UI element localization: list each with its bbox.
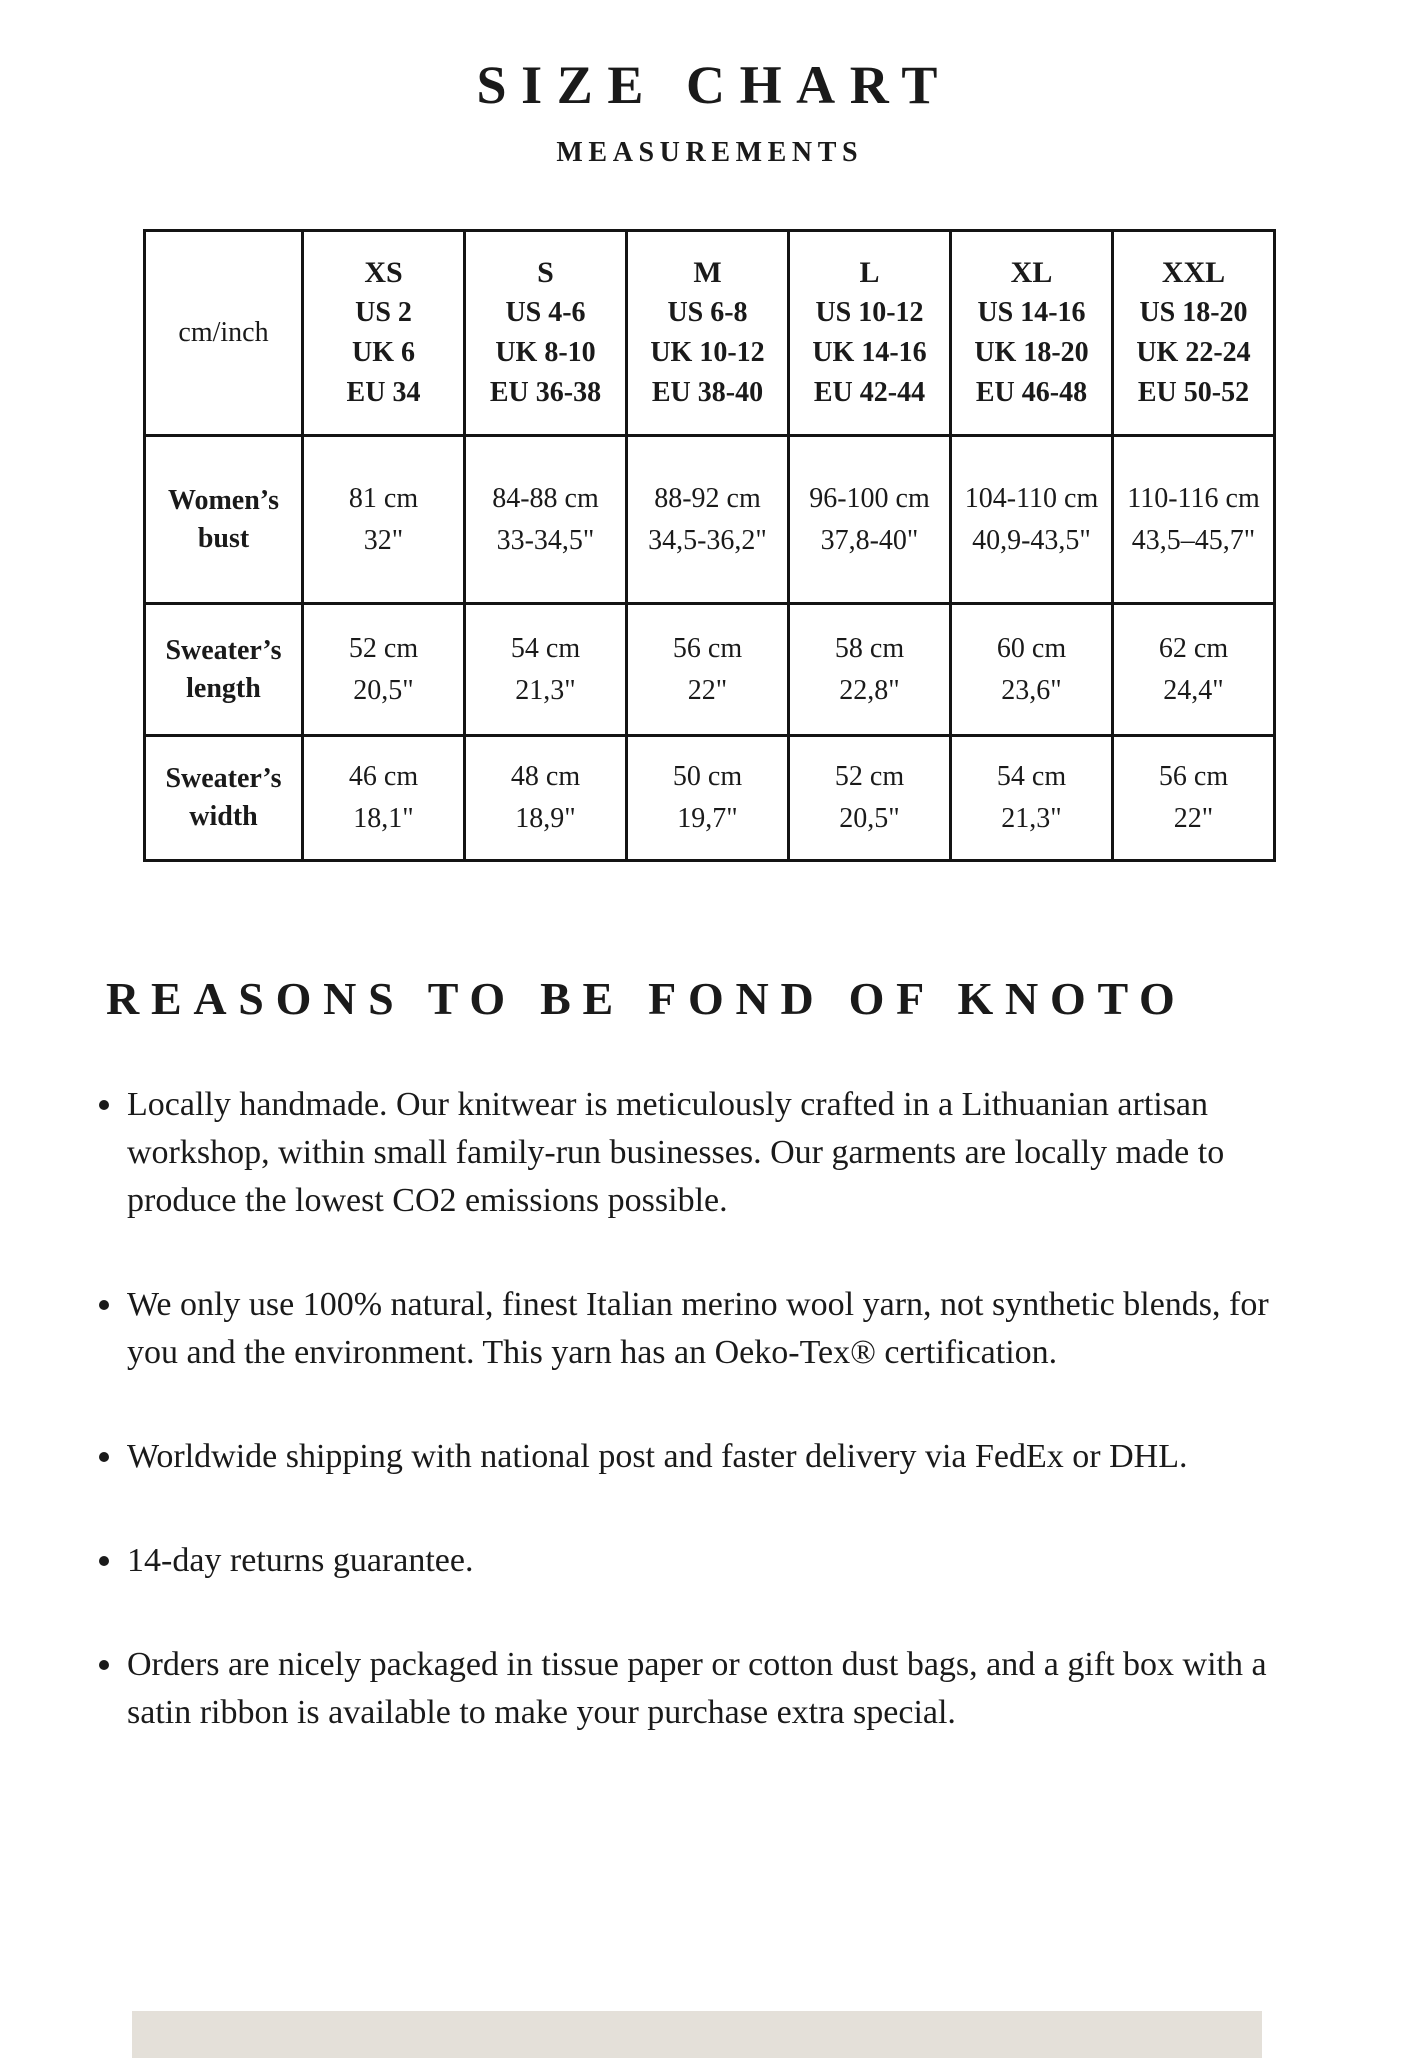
inch-value: 20,5"	[839, 803, 900, 834]
measurement-cell	[1113, 436, 1275, 604]
size-label: M	[693, 256, 722, 289]
table-row-womens-bust	[145, 436, 1275, 604]
inch-value: 22"	[687, 674, 728, 706]
inch-value: 37,8-40"	[820, 524, 919, 556]
inch-value: 24,4"	[1163, 674, 1224, 706]
units-corner-cell: cm/inch	[145, 231, 303, 436]
column-header-s	[465, 231, 627, 436]
cm-value: 58 cm	[834, 632, 905, 664]
measurement-cell	[627, 436, 789, 604]
measurement-cell	[789, 736, 951, 861]
cm-value: 110-116 cm	[1127, 482, 1260, 514]
cm-value: 96-100 cm	[809, 482, 930, 514]
measurement-cell	[951, 604, 1113, 736]
us-size: US 10-12	[815, 297, 924, 328]
uk-size: UK 22-24	[1136, 337, 1251, 368]
eu-size: EU 38-40	[651, 377, 764, 408]
cm-value: 62 cm	[1158, 632, 1229, 664]
cm-value: 60 cm	[996, 632, 1067, 664]
measurement-cell	[951, 436, 1113, 604]
uk-size: UK 8-10	[495, 337, 596, 368]
inch-value: 33-34,5"	[496, 524, 595, 556]
uk-size: UK 6	[352, 337, 415, 368]
cm-value: 104-110 cm	[964, 482, 1099, 514]
size-label: L	[859, 256, 880, 289]
row-label: Sweater’s length	[145, 604, 303, 736]
measurement-cell	[1113, 736, 1275, 861]
eu-size: EU 34	[346, 377, 421, 408]
cm-value: 88-92 cm	[654, 482, 761, 514]
inch-value: 43,5–45,7"	[1131, 524, 1256, 556]
table-header-row	[145, 231, 1275, 436]
list-item: 14-day returns guarantee.	[97, 1537, 1287, 1585]
size-label: XS	[364, 256, 403, 289]
inch-value: 22"	[1173, 803, 1214, 834]
us-size: US 4-6	[505, 297, 586, 328]
table-row-sweaters-width	[145, 736, 1275, 861]
column-header-xxl	[1113, 231, 1275, 436]
row-label: Women’s bust	[145, 436, 303, 604]
eu-size: EU 42-44	[813, 377, 926, 408]
us-size: US 2	[355, 297, 412, 328]
inch-value: 21,3"	[1001, 803, 1062, 834]
eu-size: EU 36-38	[489, 377, 602, 408]
size-label: XL	[1010, 256, 1053, 289]
page-subtitle: MEASUREMENTS	[556, 137, 864, 168]
list-item: Orders are nicely packaged in tissue paper or cotton dust bags, and a gift box with a satin ribbon is available to make your purchase extra special.	[97, 1641, 1287, 1737]
inch-value: 23,6"	[1001, 674, 1062, 706]
uk-size: UK 14-16	[812, 337, 927, 368]
inch-value: 32"	[363, 524, 404, 556]
cm-value: 52 cm	[834, 761, 905, 792]
inch-value: 20,5"	[353, 674, 414, 706]
cm-value: 54 cm	[996, 761, 1067, 792]
list-item: We only use 100% natural, finest Italian merino wool yarn, not synthetic blends, for you and the environment. This yarn has an Oeko-Tex® certification.	[97, 1281, 1287, 1377]
cm-value: 56 cm	[1158, 761, 1229, 792]
cm-value: 50 cm	[672, 761, 743, 792]
column-header-xs	[303, 231, 465, 436]
us-size: US 6-8	[667, 297, 748, 328]
measurement-cell	[465, 736, 627, 861]
measurement-cell	[627, 736, 789, 861]
size-label: S	[537, 256, 554, 289]
cm-value: 81 cm	[348, 482, 419, 514]
measurement-cell	[465, 436, 627, 604]
cm-value: 48 cm	[510, 761, 581, 792]
reasons-list	[97, 1081, 1414, 1737]
inch-value: 19,7"	[677, 803, 738, 834]
inch-value: 21,3"	[515, 674, 576, 706]
us-size: US 18-20	[1139, 297, 1248, 328]
inch-value: 34,5-36,2"	[648, 524, 767, 556]
page-title: SIZE CHART	[476, 55, 953, 115]
inch-value: 18,9"	[515, 803, 576, 834]
uk-size: UK 10-12	[650, 337, 765, 368]
inch-value: 40,9-43,5"	[972, 524, 1091, 556]
measurement-cell	[789, 436, 951, 604]
footer-band	[132, 2011, 1262, 2058]
measurement-cell	[465, 604, 627, 736]
list-item: Locally handmade. Our knitwear is meticulously crafted in a Lithuanian artisan workshop, within small family-run businesses. Our garments are locally made to produce the lowest CO2 emissions possible.	[97, 1081, 1287, 1225]
size-label: XXL	[1161, 256, 1226, 289]
measurement-cell	[627, 604, 789, 736]
measurement-cell	[1113, 604, 1275, 736]
cm-value: 52 cm	[348, 632, 419, 664]
cm-value: 56 cm	[672, 632, 743, 664]
eu-size: EU 46-48	[975, 377, 1088, 408]
measurement-cell	[951, 736, 1113, 861]
inch-value: 22,8"	[839, 674, 900, 706]
measurement-cell	[789, 604, 951, 736]
list-item: Worldwide shipping with national post and faster delivery via FedEx or DHL.	[97, 1433, 1287, 1481]
table-row-sweaters-length	[145, 604, 1275, 736]
measurement-cell	[303, 604, 465, 736]
measurement-cell	[303, 436, 465, 604]
cm-value: 84-88 cm	[492, 482, 599, 514]
cm-value: 54 cm	[510, 632, 581, 664]
eu-size: EU 50-52	[1137, 377, 1250, 408]
cm-value: 46 cm	[348, 761, 419, 792]
row-label: Sweater’s width	[145, 736, 303, 861]
uk-size: UK 18-20	[974, 337, 1089, 368]
reasons-heading: REASONS TO BE FOND OF KNOTO	[106, 973, 1187, 1024]
column-header-l	[789, 231, 951, 436]
column-header-m	[627, 231, 789, 436]
size-chart-table	[143, 229, 1276, 862]
column-header-xl	[951, 231, 1113, 436]
inch-value: 18,1"	[353, 803, 414, 834]
us-size: US 14-16	[977, 297, 1086, 328]
measurement-cell	[303, 736, 465, 861]
